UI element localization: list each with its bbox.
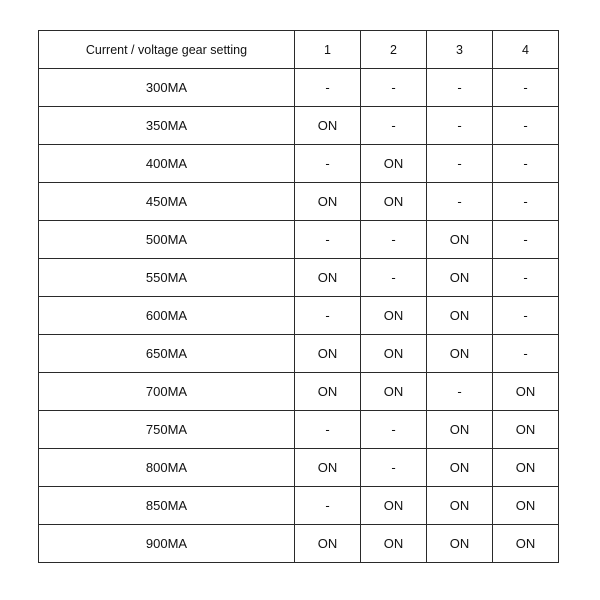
table-body [39,69,559,563]
row-label-cell: 600MA [39,297,295,335]
gear-1-cell: - [295,145,361,183]
gear-1-cell: ON [295,107,361,145]
gear-4-cell: - [493,259,559,297]
gear-4-cell: ON [493,525,559,563]
gear-4-cell: - [493,335,559,373]
table-row [39,145,559,183]
gear-3-cell: - [427,107,493,145]
table-row [39,411,559,449]
gear-1-cell: ON [295,335,361,373]
row-label-cell: 400MA [39,145,295,183]
table-row [39,259,559,297]
gear-4-cell: - [493,297,559,335]
gear-2-cell: - [361,411,427,449]
gear-1-cell: ON [295,373,361,411]
row-label-cell: 350MA [39,107,295,145]
gear-1-cell: - [295,487,361,525]
table-row [39,525,559,563]
gear-3-cell: ON [427,487,493,525]
gear-2-cell: ON [361,335,427,373]
gear-setting-table [38,30,559,563]
gear-4-cell: ON [493,449,559,487]
table-row [39,221,559,259]
gear-3-cell: ON [427,525,493,563]
row-label-cell: 500MA [39,221,295,259]
gear-4-cell: - [493,221,559,259]
gear-3-cell: - [427,145,493,183]
gear-4-cell: ON [493,373,559,411]
row-label-cell: 850MA [39,487,295,525]
gear-4-cell: - [493,145,559,183]
gear-2-cell: ON [361,487,427,525]
gear-1-cell: - [295,69,361,107]
row-label-cell: 700MA [39,373,295,411]
header-gear-3: 3 [427,31,493,69]
gear-3-cell: - [427,373,493,411]
table-row [39,183,559,221]
table-header-row [39,31,559,69]
gear-3-cell: - [427,183,493,221]
table-row [39,69,559,107]
gear-2-cell: - [361,107,427,145]
row-label-cell: 650MA [39,335,295,373]
table-row [39,373,559,411]
gear-3-cell: ON [427,411,493,449]
gear-2-cell: - [361,221,427,259]
row-label-cell: 550MA [39,259,295,297]
header-label-cell: Current / voltage gear setting [39,31,295,69]
gear-3-cell: ON [427,335,493,373]
gear-1-cell: ON [295,183,361,221]
gear-3-cell: - [427,69,493,107]
gear-2-cell: ON [361,183,427,221]
gear-3-cell: ON [427,297,493,335]
row-label-cell: 800MA [39,449,295,487]
row-label-cell: 450MA [39,183,295,221]
gear-2-cell: - [361,449,427,487]
table-row [39,449,559,487]
gear-2-cell: ON [361,297,427,335]
gear-2-cell: - [361,259,427,297]
gear-3-cell: ON [427,259,493,297]
table-row [39,335,559,373]
gear-4-cell: - [493,107,559,145]
gear-1-cell: ON [295,259,361,297]
gear-2-cell: ON [361,145,427,183]
gear-1-cell: ON [295,449,361,487]
header-gear-1: 1 [295,31,361,69]
row-label-cell: 300MA [39,69,295,107]
gear-2-cell: ON [361,373,427,411]
gear-4-cell: ON [493,411,559,449]
gear-1-cell: - [295,221,361,259]
gear-2-cell: - [361,69,427,107]
table-row [39,297,559,335]
gear-3-cell: ON [427,449,493,487]
gear-1-cell: - [295,411,361,449]
header-gear-2: 2 [361,31,427,69]
gear-1-cell: - [295,297,361,335]
gear-4-cell: - [493,69,559,107]
header-gear-4: 4 [493,31,559,69]
table-row [39,107,559,145]
table-row [39,487,559,525]
row-label-cell: 900MA [39,525,295,563]
row-label-cell: 750MA [39,411,295,449]
gear-1-cell: ON [295,525,361,563]
gear-4-cell: ON [493,487,559,525]
gear-3-cell: ON [427,221,493,259]
gear-4-cell: - [493,183,559,221]
gear-2-cell: ON [361,525,427,563]
